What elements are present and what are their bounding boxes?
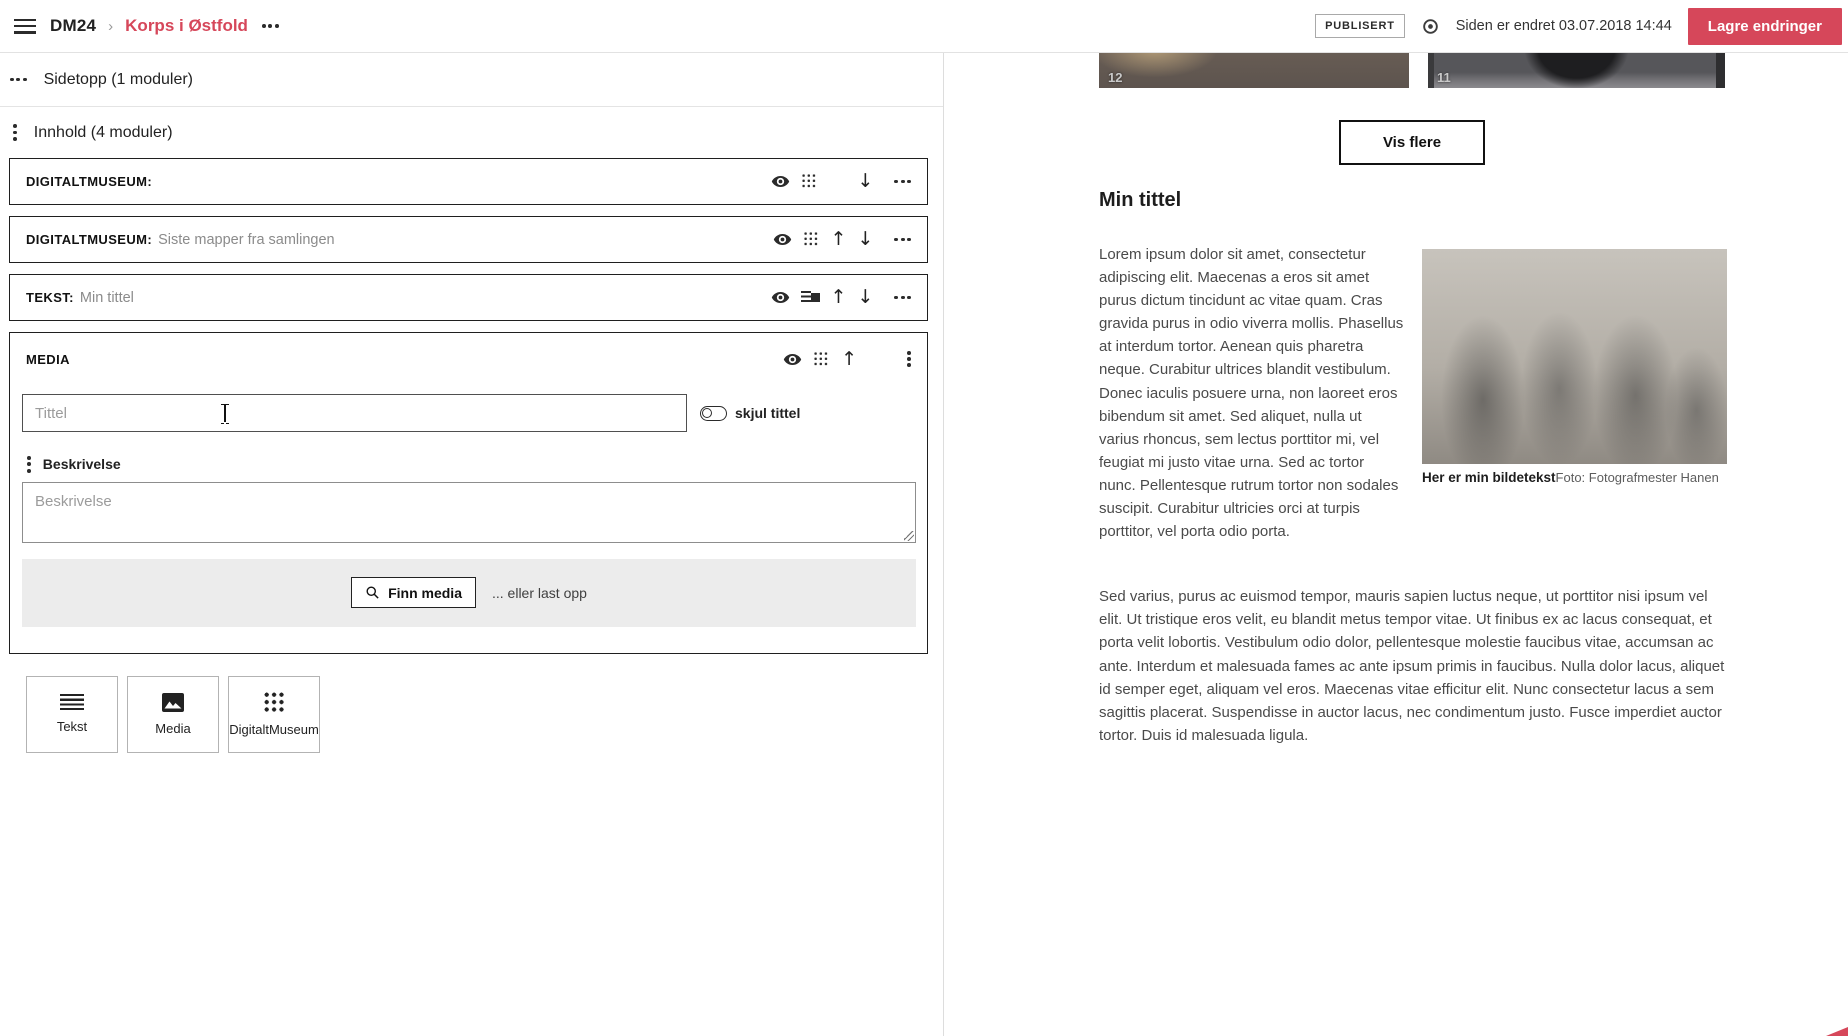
thumbnail-image[interactable]: [1099, 53, 1409, 88]
move-down-icon[interactable]: ↓: [857, 286, 874, 308]
module-header[interactable]: [10, 159, 927, 204]
section-kebab-icon[interactable]: [13, 124, 17, 141]
add-digitaltmuseum-button[interactable]: [228, 676, 320, 753]
move-up-icon[interactable]: ↑: [830, 228, 847, 250]
article-photo: [1422, 249, 1727, 464]
last-edited-status: Siden er endret 03.07.2018 14:44: [1455, 18, 1672, 34]
spacer: [868, 350, 886, 368]
media-module-body: [10, 385, 927, 653]
module-tekst: [9, 274, 928, 321]
chevron-right-icon: ›: [108, 17, 114, 35]
drag-grid-icon[interactable]: [801, 173, 818, 190]
module-media: [9, 332, 928, 654]
find-media-button[interactable]: [351, 577, 476, 608]
article-title: Min tittel: [1099, 189, 1182, 211]
media-description-textarea[interactable]: [22, 482, 916, 543]
section-ellipsis-icon[interactable]: [10, 78, 27, 82]
top-bar: [0, 0, 1848, 53]
breadcrumb-root[interactable]: DM24: [50, 16, 97, 35]
hide-title-toggle[interactable]: [700, 406, 727, 421]
module-header[interactable]: [10, 275, 927, 320]
spacer: [829, 173, 847, 191]
caption-text: Her er min bildetekst: [1422, 470, 1556, 485]
corner-accent-triangle: [1826, 1027, 1848, 1036]
add-button-label: Media: [155, 720, 191, 736]
breadcrumb: [14, 16, 279, 36]
drag-grid-icon[interactable]: [803, 231, 820, 248]
grid-dots-icon: [263, 691, 285, 713]
upload-hint: ... eller last opp: [491, 584, 587, 601]
thumbnail-count: 11: [1437, 70, 1451, 85]
article-body: [1099, 243, 1727, 747]
description-label: Beskrivelse: [42, 456, 121, 473]
image-caption: [1422, 469, 1727, 488]
editor-panel: [0, 53, 944, 1036]
magnifier-icon: [365, 585, 380, 600]
page-options-ellipsis-icon[interactable]: [262, 24, 279, 28]
module-type-label: DIGITALTMUSEUM:: [26, 174, 153, 189]
published-status-badge: PUBLISERT: [1315, 14, 1405, 38]
module-digitaltmuseum-2: [9, 216, 928, 263]
find-media-label: Finn media: [388, 584, 462, 601]
move-down-icon[interactable]: ↓: [857, 228, 874, 250]
module-subtitle: Siste mapper fra samlingen: [158, 231, 335, 248]
caption-credit: Foto: Fotografmester Hanen: [1555, 470, 1719, 485]
module-type-label: MEDIA: [26, 351, 70, 367]
thumbnail-count: 12: [1108, 70, 1123, 85]
save-changes-button[interactable]: Lagre endringer: [1688, 8, 1842, 45]
section-label: Sidetopp (1 moduler): [43, 70, 193, 88]
thumbnail-image[interactable]: [1428, 53, 1725, 88]
image-icon: [162, 693, 184, 712]
section-sidetopp[interactable]: [0, 53, 943, 107]
module-subtitle: Min tittel: [79, 289, 134, 306]
show-more-button[interactable]: Vis flere: [1339, 120, 1485, 165]
eye-icon[interactable]: [771, 172, 790, 191]
hamburger-menu-icon[interactable]: [14, 19, 36, 34]
drag-grid-icon[interactable]: [813, 351, 830, 368]
drag-kebab-icon[interactable]: [27, 456, 31, 473]
add-button-label: Tekst: [56, 719, 88, 735]
media-title-input[interactable]: [22, 394, 687, 432]
module-list: [0, 158, 928, 654]
topbar-status-group: [1315, 8, 1842, 45]
move-up-icon[interactable]: ↑: [830, 286, 847, 308]
more-options-ellipsis-icon[interactable]: [894, 238, 911, 242]
module-digitaltmuseum-1: [9, 158, 928, 205]
eye-icon[interactable]: [771, 288, 790, 307]
hide-title-label: skjul tittel: [735, 405, 801, 421]
module-type-label: TEKST:: [26, 290, 74, 305]
preview-thumbnails: [1099, 53, 1725, 88]
eye-icon[interactable]: [773, 230, 792, 249]
text-lines-icon: [60, 694, 84, 710]
module-header[interactable]: [10, 333, 927, 385]
add-media-button[interactable]: [127, 676, 219, 753]
resize-handle[interactable]: [904, 531, 914, 541]
more-options-ellipsis-icon[interactable]: [894, 296, 911, 300]
add-tekst-button[interactable]: [26, 676, 118, 753]
visibility-status-icon: [1421, 17, 1440, 36]
paragraph: Lorem ipsum dolor sit amet, consectetur adipiscing elit. Maecenas a eros sit amet purus dictum tincidunt ac vitae quam. Cras gravida purus in odio viverra mollis. Phasellus at interdum tortor. Aenean quis pharetra neque. Curabitur ultrices blandit vestibulum. Donec iaculis posuere urna, non laoreet eros bibendum sit amet. Sed aliquet, nulla ut varius rhoncus, sem lectus porttitor mi, vel feugiat mi justo vitae urna. Sed ac tortor nunc. Pellentesque rutrum tortor non sodales suscipit. Curabitur ultricies orci at turpis porttitor, vel porta odio porta.: [1099, 246, 1404, 541]
breadcrumb-current-page[interactable]: Korps i Østfold: [125, 16, 248, 35]
more-options-ellipsis-icon[interactable]: [894, 180, 911, 184]
section-innhold[interactable]: [0, 107, 943, 158]
text-layout-icon[interactable]: [801, 290, 820, 305]
eye-icon[interactable]: [783, 350, 802, 369]
section-label: Innhold (4 moduler): [33, 123, 173, 141]
media-upload-area: [22, 559, 916, 627]
move-down-icon[interactable]: ↓: [857, 170, 874, 192]
paragraph: Sed varius, purus ac euismod tempor, mauris sapien luctus neque, ut porttitor nisi ipsum vel elit. Ut tristique eros velit, eu blandit metus tempor vitae. Ut finibus ex ac lacus consequat, et porta velit lobortis. Vestibulum odio dolor, pellentesque molestie faucibus vitae, accumsan ac ante. Interdum et malesuada fames ac ante ipsum primis in faucibus. Nulla dolor lacus, aliquet id semper eget, aliquam vel eros. Maecenas vitae efficitur elit. Nunc consectetur lacus a sem sagittis placerat. Suspendisse in auctor lacus, nec condimentum justo. Fusce imperdiet auctor tortor. Duis id malesuada ligula.: [1099, 588, 1725, 744]
add-module-buttons: [26, 676, 943, 753]
move-up-icon[interactable]: ↑: [841, 347, 858, 370]
more-options-kebab-icon[interactable]: [907, 351, 911, 368]
article-figure: [1422, 249, 1727, 488]
module-header[interactable]: [10, 217, 927, 262]
module-type-label: DIGITALTMUSEUM:: [26, 232, 153, 247]
add-button-label: DigitaltMuseum: [229, 722, 319, 738]
preview-panel: [945, 53, 1848, 1036]
